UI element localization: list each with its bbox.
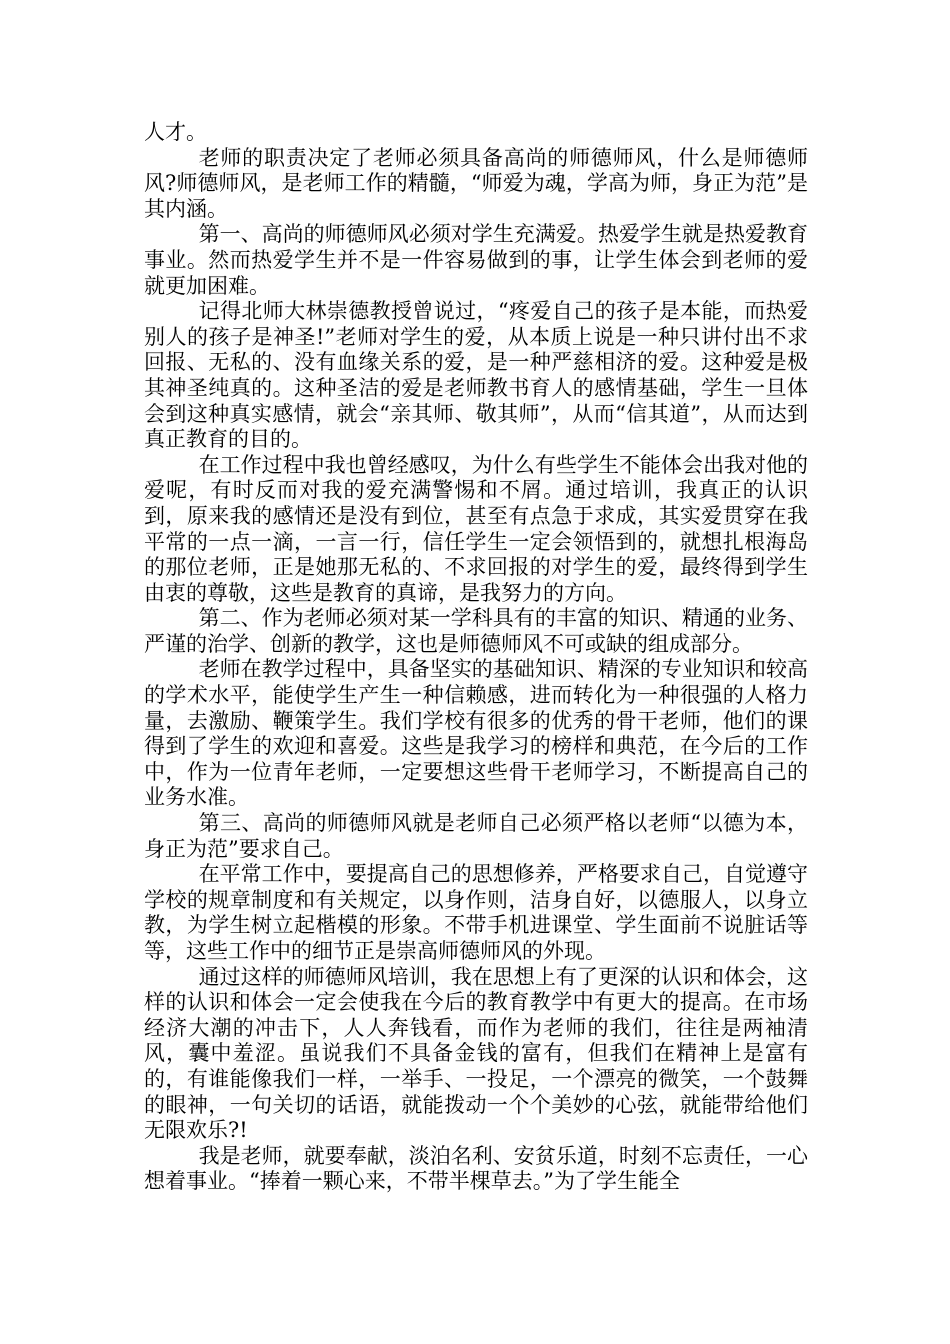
paragraph-point-three: 第三、高尚的师德师风就是老师自己必须严格以老师“以德为本，身正为范”要求自己。 [144, 811, 808, 861]
paragraph-continuation: 人才。 [144, 120, 207, 144]
paragraph-teaching-process: 老师在教学过程中，具备坚实的基础知识、精深的专业知识和较高的学术水平，能使学生产生一种信赖感，进而转化为一种很强的人格力量，去激励、鞭策学生。我们学校有很多的优秀的骨干老师，他们的课得到了学生的欢迎和喜爱。这些是我学习的榜样和典范，在今后的工作中，作为一位青年老师，一定要想这些骨干老师学习，不断提高自己的业务水准。 [144, 657, 808, 810]
paragraph-professor-quote: 记得北师大林崇德教授曾说过，“疼爱自己的孩子是本能，而热爱别人的孩子是神圣!”老师对学生的爱，从本质上说是一种只讲付出不求回报、无私的、没有血缘关系的爱，是一种严慈相济的爱。这种爱是极其神圣纯真的。这种圣洁的爱是老师教书育人的感情基础，学生一旦体会到这种真实感情，就会“亲其师、敬其师”，从而“信其道”，从而达到真正教育的目的。 [144, 299, 808, 452]
paragraph-daily-work: 在平常工作中，要提高自己的思想修养，严格要求自己，自觉遵守学校的规章制度和有关规定，以身作则，洁身自好，以德服人，以身立教，为学生树立起楷模的形象。不带手机进课堂、学生面前不说脏话等等，这些工作中的细节正是崇高师德师风的外现。 [144, 862, 808, 963]
document-page [144, 120, 808, 1195]
paragraph-reflection: 在工作过程中我也曾经感叹，为什么有些学生不能体会出我对他的爱呢，有时反而对我的爱充满警惕和不屑。通过培训，我真正的认识到，原来我的感情还是没有到位，甚至有点急于求成，其实爱贯穿在我平常的一点一滴，一言一行，信任学生一定会领悟到的，就想扎根海岛的那位老师，正是她那无私的、不求回报的对学生的爱，最终得到学生由衷的尊敬，这些是教育的真谛，是我努力的方向。 [144, 452, 808, 605]
paragraph-dedication: 我是老师，就要奉献，淡泊名利、安贫乐道，时刻不忘责任，一心想着事业。“捧着一颗心来，不带半棵草去。”为了学生能全 [144, 1143, 808, 1194]
paragraph-training-summary: 通过这样的师德师风培训，我在思想上有了更深的认识和体会，这样的认识和体会一定会使我在今后的教育教学中有更大的提高。在市场经济大潮的冲击下，人人奔钱看，而作为老师的我们，往往是两袖清风，囊中羞涩。虽说我们不具备金钱的富有，但我们在精神上是富有的，有谁能像我们一样，一举手、一投足，一个漂亮的微笑，一个鼓舞的眼神，一句关切的话语，就能拨动一个个美妙的心弦，就能带给他们无限欢乐?! [144, 964, 808, 1143]
paragraph-point-two: 第二、作为老师必须对某一学科具有的丰富的知识、精通的业务、严谨的治学、创新的教学，这也是师德师风不可或缺的组成部分。 [144, 606, 808, 656]
paragraph-point-one: 第一、高尚的师德师风必须对学生充满爱。热爱学生就是热爱教育事业。然而热爱学生并不是一件容易做到的事，让学生体会到老师的爱就更加困难。 [144, 222, 808, 298]
paragraph-duty-definition: 老师的职责决定了老师必须具备高尚的师德师风，什么是师德师风?师德师风，是老师工作的精髓，“师爱为魂，学高为师，身正为范”是其内涵。 [144, 145, 808, 221]
